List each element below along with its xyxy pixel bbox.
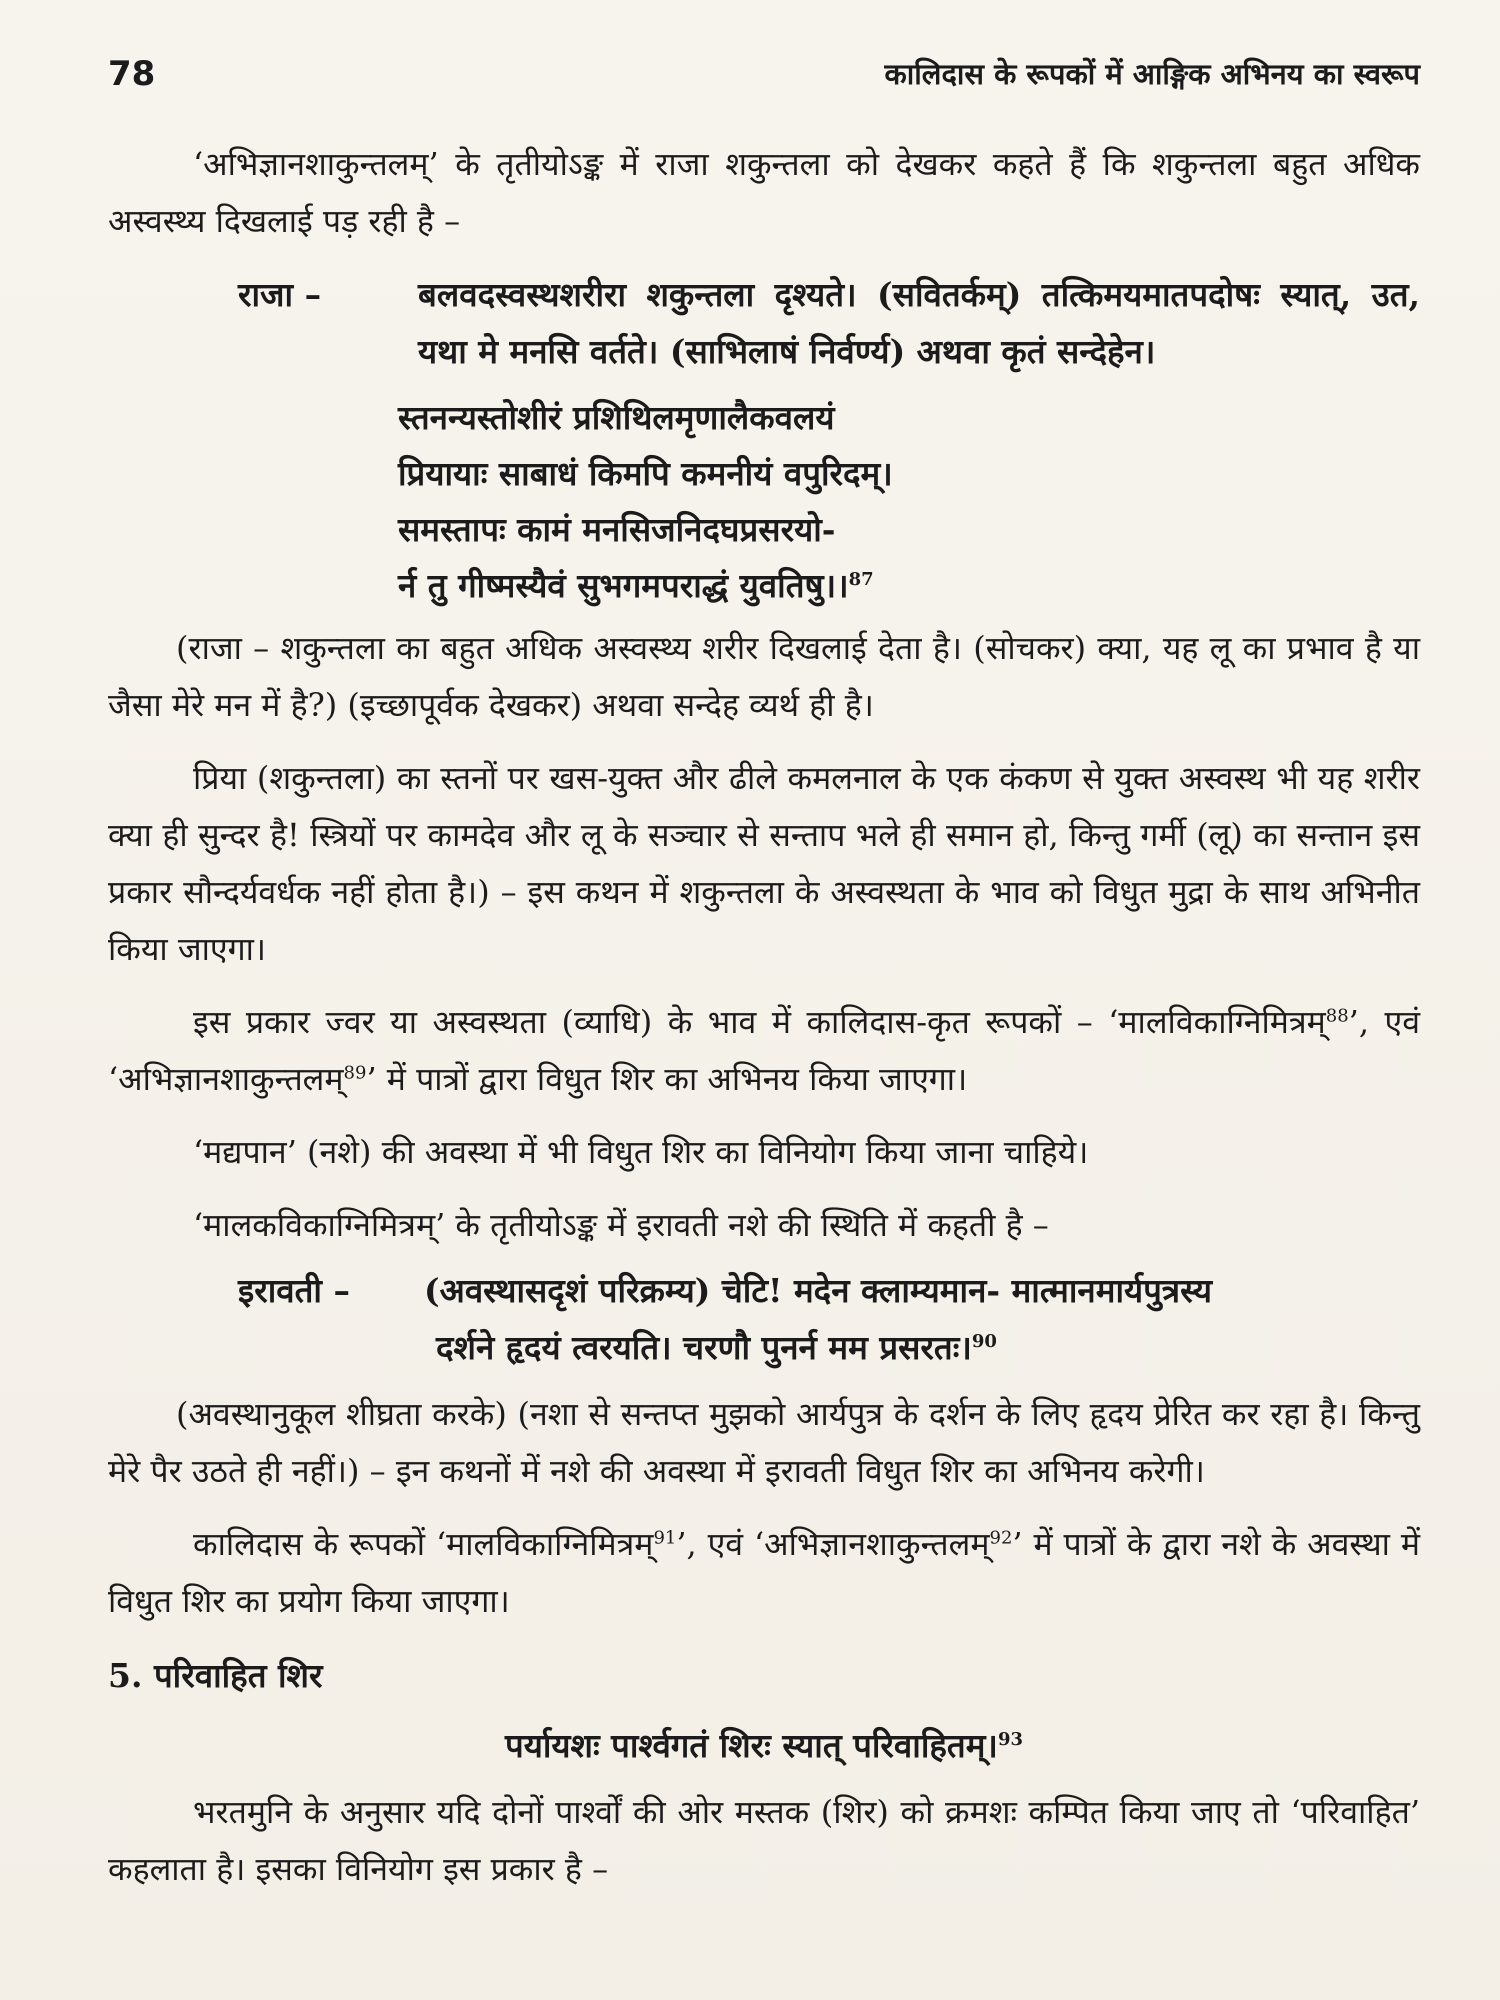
page-number: 78 bbox=[108, 54, 156, 94]
footnote-ref-93: 93 bbox=[997, 1729, 1024, 1750]
footnote-ref-92: 92 bbox=[989, 1527, 1013, 1549]
verse-line-4: र्न तु गीष्मस्यैवं सुभगमपराद्धं युवतिषु।। bbox=[398, 566, 849, 605]
footnote-ref-91: 91 bbox=[653, 1527, 677, 1549]
iravati-line-1: (अवस्थासदृशं परिक्रम्य) चेटि! मदेन क्लाम्यमान- मात्मानमार्यपुत्रस्य bbox=[424, 1271, 1213, 1310]
iravati-dialogue bbox=[238, 1262, 1420, 1376]
iravati-speech bbox=[424, 1262, 1420, 1376]
p4-part-c: ’ में पात्रों द्वारा विधुत शिर का अभिनय किया जाएगा। bbox=[366, 1060, 968, 1098]
sanskrit-verse bbox=[398, 390, 1420, 614]
paragraph-translation-raja: (राजा – शकुन्तला का बहुत अधिक अस्वस्थ्य शरीर दिखलाई देता है। (सोचकर) क्या, यह लू का प्रभाव है या जैसा मेरे मन में है?) (इच्छापूर्वक देखकर) अथवा सन्देह व्यर्थ ही है। bbox=[108, 629, 1420, 724]
page-header bbox=[108, 54, 1420, 104]
verse-line-2: प्रियायाः साबाधं किमपि कमनीयं वपुरिदम्। bbox=[398, 454, 893, 493]
paragraph-bharatmuni: भरतमुनि के अनुसार यदि दोनों पार्श्वों की ओर मस्तक (शिर) को क्रमशः कम्पित किया जाए तो ‘परिवाहित’ कहलाता है। इसका विनियोग इस प्रकार है – bbox=[108, 1793, 1420, 1888]
paragraph-madyapan: ‘मद्यपान’ (नशे) की अवस्था में भी विधुत शिर का विनियोग किया जाना चाहिये। bbox=[193, 1133, 1089, 1171]
iravati-line-2-wrap bbox=[424, 1319, 1420, 1376]
raja-dialogue bbox=[238, 266, 1420, 380]
p4-part-a: इस प्रकार ज्वर या अस्वस्थता (व्याधि) के भाव में कालिदास-कृत रूपकों – ‘मालविकाग्निमित्रम् bbox=[193, 1003, 1326, 1041]
raja-speech: बलवदस्वस्थशरीरा शकुन्तला दृश्यते। (सवितर्कम्) तत्किमयमातपदोषः स्यात्, उत, यथा मे मनसि वर्तते। (साभिलाषं निर्वर्ण्य) अथवा कृतं सन्देहेन। bbox=[418, 275, 1420, 371]
section-verse bbox=[108, 1716, 1420, 1776]
verse-line-1: स्तनन्यस्तोशीरं प्रशिथिलमृणालैकवलयं bbox=[398, 398, 835, 437]
section-verse-text: पर्यायशः पार्श्वगतं शिरः स्यात् परिवाहितम्। bbox=[504, 1726, 998, 1765]
paragraph-intro: ‘अभिज्ञानशाकुन्तलम्’ के तृतीयोऽङ्क में राजा शकुन्तला को देखकर कहते हैं कि शकुन्तला बहुत अधिक अस्वस्थ्य दिखलाई पड़ रही है – bbox=[108, 145, 1420, 240]
footnote-ref-88: 88 bbox=[1325, 1005, 1349, 1027]
paragraph-iravati-intro: ‘मालकविकाग्निमित्रम्’ के तृतीयोऽङ्क में इरावती नशे की स्थिति में कहती है – bbox=[193, 1206, 1049, 1244]
paragraph-priya: प्रिया (शकुन्तला) का स्तनों पर खस-युक्त और ढीले कमलनाल के एक कंकण से युक्त अस्वस्थ भी यह शरीर क्या ही सुन्दर है! स्त्रियों पर कामदेव और लू के सञ्चार से सन्ताप भले ही समान हो, किन्तु गर्मी (लू) का सन्तान इस प्रकार सौन्दर्यवर्धक नहीं होता है।) – इस कथन में शकुन्तला के अस्वस्थता के भाव को विधुत मुद्रा के साथ अभिनीत किया जाएगा। bbox=[108, 759, 1420, 968]
footnote-ref-89: 89 bbox=[343, 1062, 367, 1084]
paragraph-kalidas-roopak bbox=[108, 1516, 1420, 1630]
paragraph-jwar bbox=[108, 994, 1420, 1108]
p8-part-c: ’ में पात्रों के द्वारा नशे के अवस्था में विधुत शिर का प्रयोग किया जाएगा। bbox=[108, 1525, 1420, 1620]
page-body bbox=[108, 136, 1420, 1914]
verse-line-4-wrap bbox=[398, 558, 1420, 614]
footnote-ref-90: 90 bbox=[971, 1331, 997, 1352]
p8-part-a: कालिदास के रूपकों ‘मालविकाग्निमित्रम् bbox=[193, 1525, 654, 1563]
verse-line-3: समस्तापः कामं मनसिजनिदघप्रसरयो- bbox=[398, 510, 836, 549]
p4-part-b: ’, एवं ‘अभिज्ञानशाकुन्तलम् bbox=[108, 1003, 1420, 1098]
iravati-line-2: दर्शने हृदयं त्वरयति। चरणौ पुनर्न मम प्रसरतः। bbox=[436, 1328, 972, 1367]
p8-part-b: ’, एवं ‘अभिज्ञानशाकुन्तलम् bbox=[676, 1525, 990, 1563]
footnote-ref-87: 87 bbox=[848, 569, 874, 590]
paragraph-translation-iravati: (अवस्थानुकूल शीघ्रता करके) (नशा से सन्तप्त मुझको आर्यपुत्र के दर्शन के लिए हृदय प्रेरित कर रहा है। किन्तु मेरे पैर उठते ही नहीं।) – इन कथनों में नशे की अवस्था में इरावती विधुत शिर का अभिनय करेगी। bbox=[108, 1395, 1420, 1490]
speaker-raja: राजा – bbox=[238, 275, 322, 314]
running-title: कालिदास के रूपकों में आङ्गिक अभिनय का स्वरूप bbox=[884, 57, 1420, 91]
section-heading: 5. परिवाहित शिर bbox=[108, 1656, 323, 1695]
speaker-iravati: इरावती – bbox=[238, 1271, 350, 1310]
